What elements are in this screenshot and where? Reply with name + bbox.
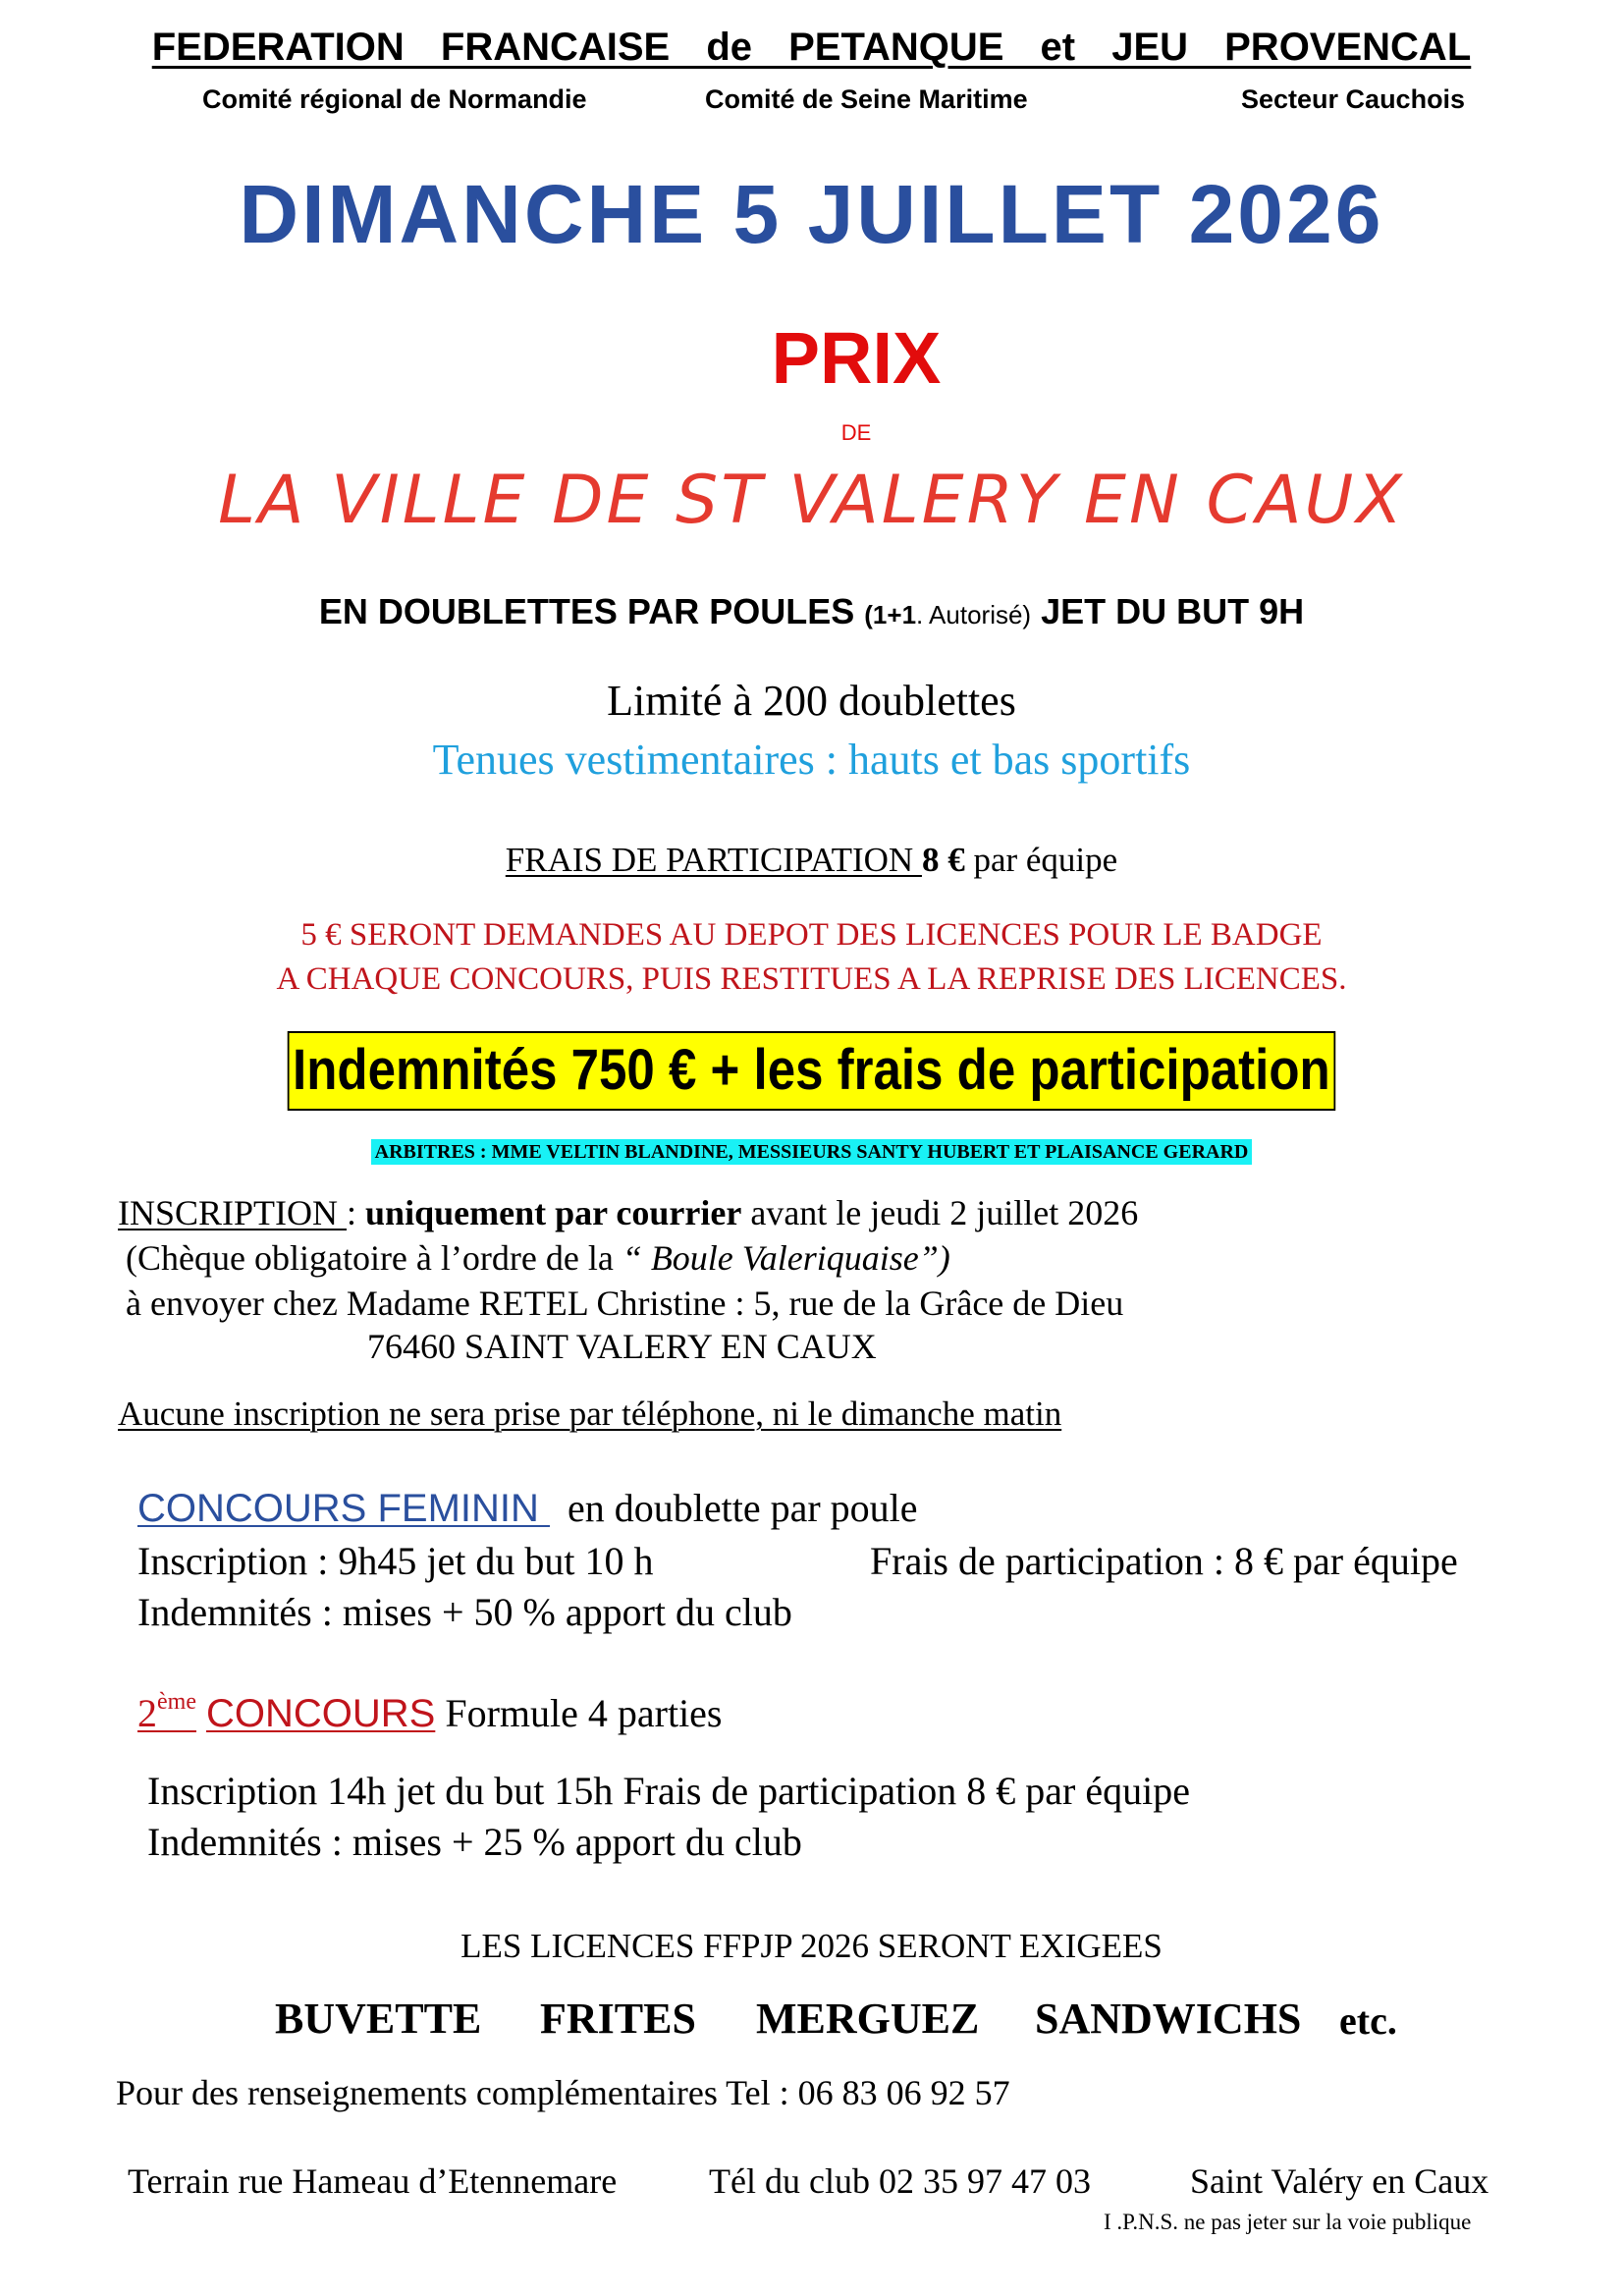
feminin-title: CONCOURS FEMININ: [137, 1487, 550, 1530]
ipns: I .P.N.S. ne pas jeter sur la voie publique: [1104, 2210, 1472, 2234]
inscription-colon: :: [347, 1193, 366, 1232]
terrain: Terrain rue Hameau d’Etennemare: [128, 2161, 618, 2201]
lieu: Saint Valéry en Caux: [1190, 2161, 1489, 2201]
second-formule: Formule 4 parties: [435, 1691, 723, 1735]
adresse-ville: 76460 SAINT VALERY EN CAUX: [367, 1327, 877, 1366]
inscription-deadline: avant le jeudi 2 juillet 2026: [741, 1193, 1139, 1232]
second-num-text: 2: [137, 1691, 157, 1735]
merguez: MERGUEZ: [756, 1995, 980, 2043]
comite-regional: Comité régional de Normandie: [202, 84, 587, 114]
second-num: [137, 1691, 196, 1735]
tel-club: Tél du club 02 35 97 47 03: [709, 2161, 1091, 2201]
format-note-b: . Autorisé): [916, 600, 1032, 629]
arbitres: ARBITRES : MME VELTIN BLANDINE, MESSIEURS SANTY HUBERT ET PLAISANCE GERARD: [371, 1139, 1253, 1165]
renseignements: Pour des renseignements complémentaires Tel : 06 83 06 92 57: [116, 2073, 1010, 2112]
feminin-inscription: Inscription : 9h45 jet du but 10 h: [137, 1539, 654, 1583]
inscription-line: [118, 1192, 1138, 1233]
inscription-mode: uniquement par courrier: [365, 1193, 742, 1232]
secteur: Secteur Cauchois: [1241, 84, 1466, 114]
tenues: Tenues vestimentaires : hauts et bas sportifs: [432, 736, 1191, 784]
format-main: EN DOUBLETTES PAR POULES: [318, 591, 855, 631]
de-label: DE: [840, 420, 872, 445]
feminin-frais: Frais de participation : 8 € par équipe: [870, 1539, 1458, 1583]
second-num-sup: ème: [157, 1689, 196, 1715]
inscription-label: INSCRIPTION: [118, 1193, 348, 1232]
licences-exigees: LES LICENCES FFPJP 2026 SERONT EXIGEES: [460, 1927, 1163, 1965]
second-indemnites: Indemnités : mises + 25 % apport du club: [147, 1820, 802, 1864]
ville-title: LA VILLE DE ST VALERY EN CAUX: [218, 462, 1405, 539]
prix-title: PRIX: [771, 317, 942, 399]
second-title: CONCOURS: [205, 1692, 436, 1735]
indemnites-box: [0, 1031, 1623, 1111]
limite: Limité à 200 doublettes: [607, 677, 1016, 725]
federation-title: FEDERATION FRANCAISE de PETANQUE et JEU PROVENCAL: [151, 26, 1472, 69]
cheque-club: “ Boule Valeriquaise”): [622, 1238, 950, 1278]
second-head: [137, 1689, 723, 1736]
indemnites: Indemnités 750 € + les frais de participation: [288, 1031, 1335, 1111]
feminin-indemnites: Indemnités : mises + 50 % apport du club: [137, 1590, 792, 1634]
arbitres-line: [0, 1141, 1623, 1164]
badge-line-1: 5 € SERONT DEMANDES AU DEPOT DES LICENCES POUR LE BADGE: [300, 917, 1323, 953]
comite-departemental: Comité de Seine Maritime: [705, 84, 1028, 114]
buvette: BUVETTE: [275, 1995, 482, 2043]
sandwichs: SANDWICHS: [1035, 1995, 1302, 2043]
badge-line-2: A CHAQUE CONCOURS, PUIS RESTITUES A LA REPRISE DES LICENCES.: [276, 961, 1347, 997]
cheque-text: (Chèque obligatoire à l’ordre de la: [126, 1238, 622, 1278]
frais-amount: 8 €: [921, 841, 965, 879]
frais-participation: [0, 841, 1623, 880]
feminin-format: en doublette par poule: [568, 1486, 918, 1530]
feminin-head: [137, 1485, 918, 1531]
format-jet: JET DU BUT 9H: [1041, 591, 1305, 631]
adresse: à envoyer chez Madame RETEL Christine : 5, rue de la Grâce de Dieu: [126, 1284, 1124, 1323]
format-line: [0, 591, 1623, 632]
second-inscription: Inscription 14h jet du but 15h Frais de participation 8 € par équipe: [147, 1769, 1190, 1813]
cheque-line: [126, 1237, 950, 1279]
event-date: DIMANCHE 5 JUILLET 2026: [239, 168, 1384, 260]
frais-unit: par équipe: [973, 841, 1118, 879]
format-note-a: (1+1: [864, 600, 917, 629]
frais-label: FRAIS DE PARTICIPATION: [505, 841, 922, 879]
etc: etc.: [1339, 1998, 1397, 2043]
aucune-inscription: Aucune inscription ne sera prise par téléphone, ni le dimanche matin: [118, 1394, 1062, 1433]
frites: FRITES: [540, 1995, 696, 2043]
